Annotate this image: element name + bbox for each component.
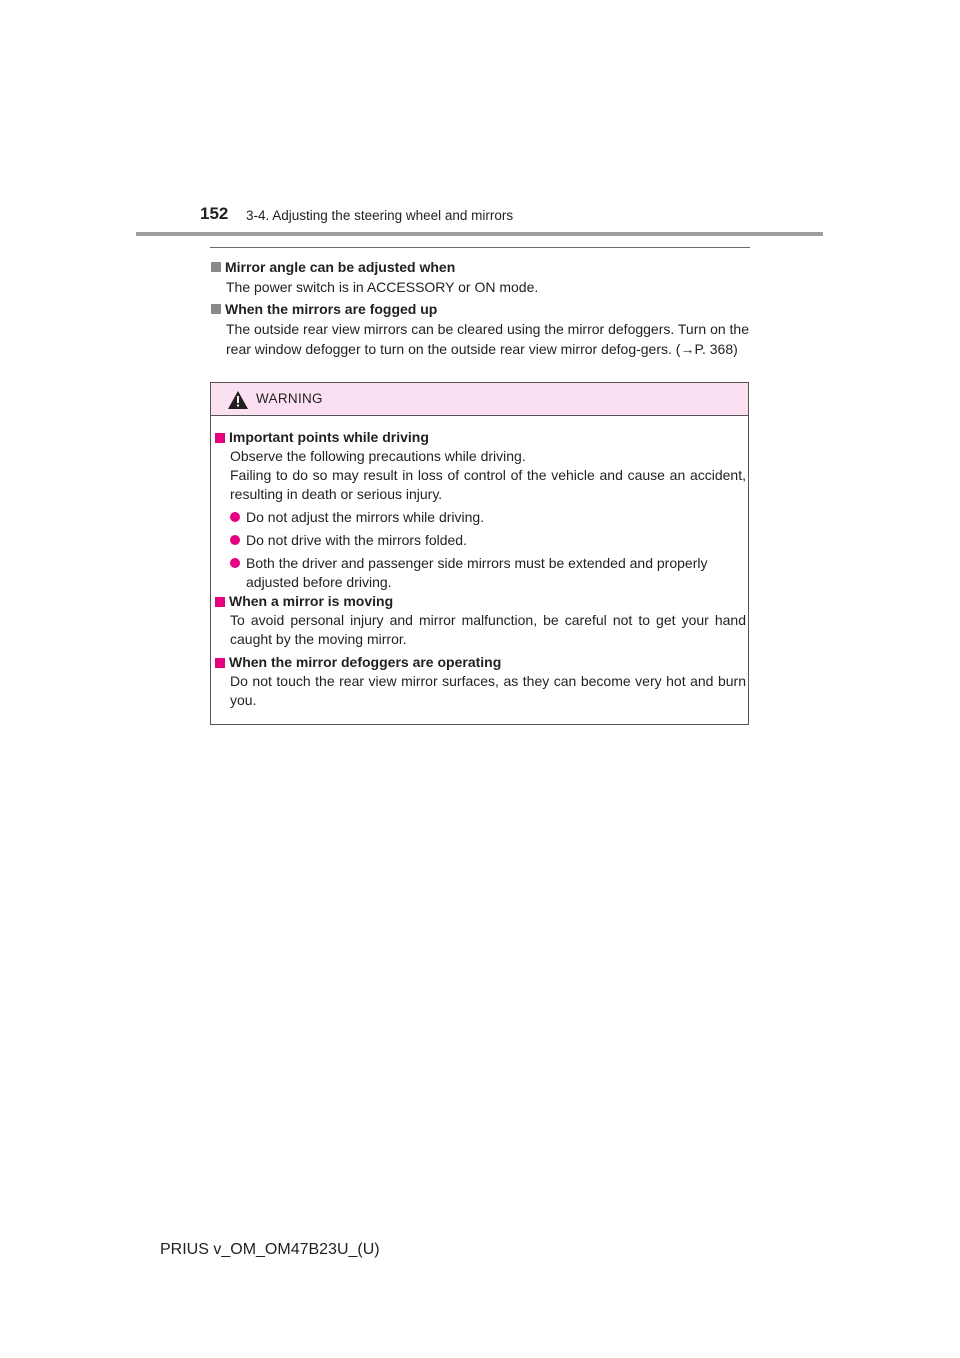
square-bullet-icon — [215, 433, 225, 443]
circle-bullet-icon — [230, 535, 240, 545]
warning-item-body: Observe the following precautions while driving. — [230, 448, 526, 464]
warning-item-heading: When the mirror defoggers are operating — [229, 654, 502, 670]
item-body: The outside rear view mirrors can be cleared using the mirror defoggers. Turn on the rear window defogger to turn on the outside rear view mirror defog-gers. (→P. 368) — [226, 321, 749, 357]
info-item-mirror-angle — [211, 257, 749, 297]
square-bullet-icon — [215, 597, 225, 607]
item-heading: Mirror angle can be adjusted when — [225, 259, 456, 275]
item-heading: When the mirrors are fogged up — [225, 301, 438, 317]
bullet-text: Both the driver and passenger side mirrors must be extended and properly adjusted before driving. — [246, 555, 708, 590]
warning-header — [211, 383, 748, 416]
header-rule — [136, 232, 823, 236]
warning-item-defoggers — [215, 653, 746, 710]
item-body: The power switch is in ACCESSORY or ON mode. — [226, 279, 539, 295]
warning-item-heading: Important points while driving — [229, 429, 429, 445]
bullet-item — [230, 508, 746, 527]
section-title: 3-4. Adjusting the steering wheel and mirrors — [246, 208, 514, 223]
bullet-item — [230, 531, 746, 550]
circle-bullet-icon — [230, 558, 240, 568]
square-bullet-icon — [215, 658, 225, 668]
warning-label: WARNING — [256, 391, 323, 406]
warning-item-body: Failing to do so may result in loss of control of the vehicle and cause an accident, resulting in death or serious injury. — [230, 467, 746, 502]
bullet-item — [230, 554, 746, 592]
info-item-fogged-mirrors — [211, 299, 749, 359]
warning-item-heading: When a mirror is moving — [229, 593, 394, 609]
content-rule — [210, 247, 750, 248]
footer-doc-id: PRIUS v_OM_OM47B23U_(U) — [160, 1241, 380, 1258]
warning-item-body: To avoid personal injury and mirror malfunction, be careful not to get your hand caught by the moving mirror. — [230, 612, 746, 647]
page-number: 152 — [200, 204, 229, 223]
warning-triangle-icon — [228, 391, 248, 409]
circle-bullet-icon — [230, 512, 240, 522]
bullet-text: Do not drive with the mirrors folded. — [246, 532, 467, 548]
warning-item-body: Do not touch the rear view mirror surfaces, as they can become very hot and burn you. — [230, 673, 746, 708]
bullet-text: Do not adjust the mirrors while driving. — [246, 509, 485, 525]
warning-item-moving-mirror — [215, 592, 746, 649]
square-bullet-icon — [211, 262, 221, 272]
warning-box — [210, 382, 749, 725]
warning-item-driving — [215, 428, 746, 592]
square-bullet-icon — [211, 304, 221, 314]
